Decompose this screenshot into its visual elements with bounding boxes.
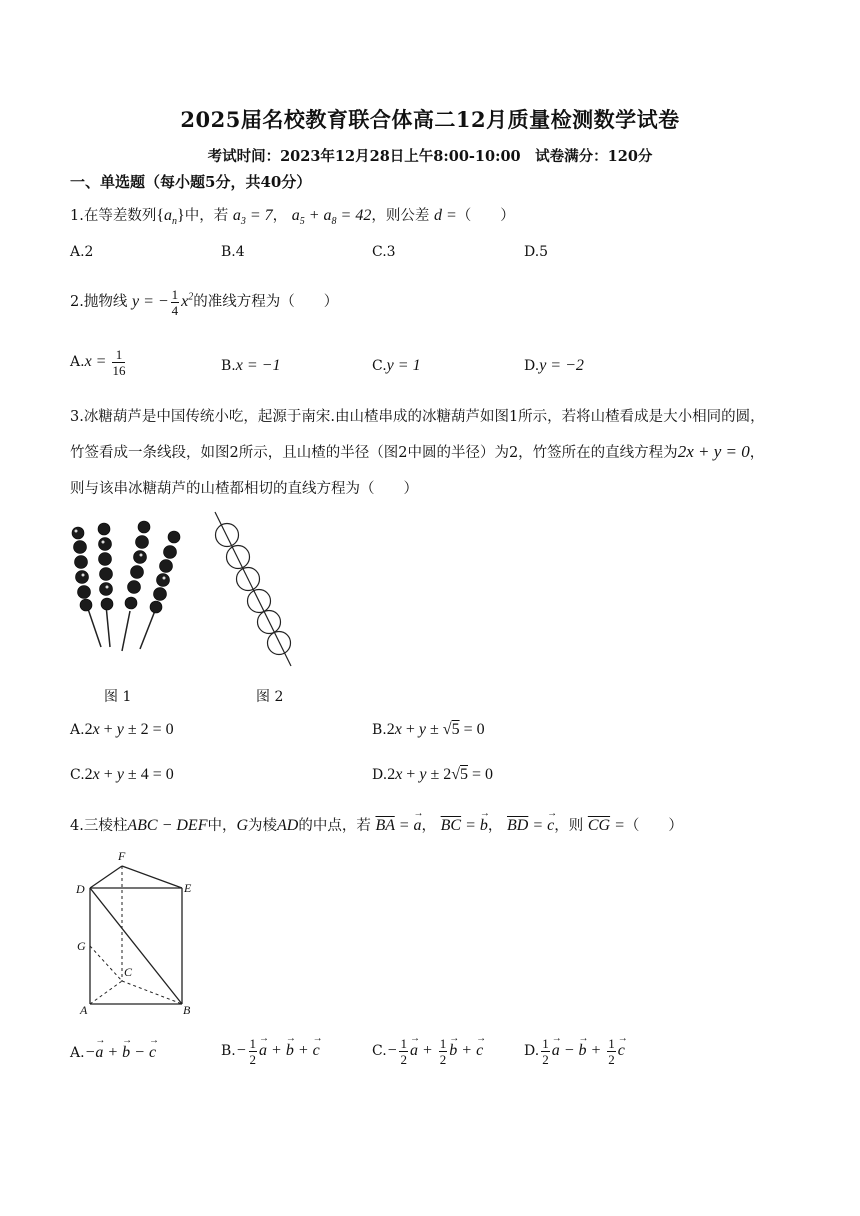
q3-option-a[interactable]: A.2x + y ± 2 = 0 [70, 721, 174, 738]
vertex-a-label: A [80, 1003, 88, 1017]
figure-2-caption: 图 2 [256, 689, 284, 705]
figure-prism [70, 846, 200, 1018]
q2-option-c[interactable]: C.y = 1 [372, 357, 421, 374]
vertex-b-label: B [183, 1003, 191, 1017]
q1-mid: 中，若 [184, 208, 229, 224]
q4-option-b[interactable]: B.− $\frac{1}{2}$ → a + → b + → c [221, 1036, 320, 1067]
question-1: 1.在等差数列$\{a_n\}$中，若 $a_3 = 7$， $a_5 + a_8 = 42$，则公差 d =（ ） [70, 207, 515, 228]
q2-option-b[interactable]: B.x = −1 [221, 357, 281, 374]
q1-option-d[interactable]: D.5 [524, 244, 549, 260]
q2-tail: 的准线方程为（ ） [193, 294, 339, 311]
q1-option-c[interactable]: C.3 [372, 244, 396, 260]
exam-title: 2025届名校教育联合体高二12月质量检测数学试卷 [180, 107, 680, 132]
q2-parabola: y = − $\frac{1}{4}$ $x^2$ [131, 287, 194, 318]
figure-2-circles-on-line [205, 508, 300, 670]
q2-prefix: 2.抛物线 [70, 294, 128, 311]
q3-option-c[interactable]: C.2x + y ± 4 = 0 [70, 766, 174, 783]
q2-option-a[interactable]: A.x = $\frac{1}{16}$ [70, 347, 126, 378]
question-2 [70, 287, 338, 318]
vertex-g-label: G [77, 939, 86, 953]
q3-option-b[interactable]: B.2x + y ± √5 = 0 [372, 721, 485, 738]
q1-tail: （ ） [456, 208, 515, 224]
q4-option-d[interactable]: D. $\frac{1}{2}$ → a − → b + $\frac{1}{2}$ → c [524, 1036, 625, 1067]
vertex-c-label: C [124, 965, 133, 979]
q1-condition-2: $a_5 + a_8 = 42$ [291, 207, 372, 228]
q1-option-a[interactable]: A.2 [70, 244, 94, 260]
q1-condition-1: $a_3 = 7$ [232, 207, 273, 228]
q2-option-d[interactable]: D.y = −2 [524, 357, 584, 374]
exam-subtitle: 考试时间：2023年12月28日上午8:00-10:00 试卷满分：120分 [207, 148, 653, 165]
q4-option-a[interactable]: A.−→ a + → b − → c [70, 1044, 156, 1062]
question-4: 4.三棱柱ABC − DEF中，G为棱AD的中点，若 $\overline{BA}$ = → a， $\overline{BC}$ = → b， $\overline{BD}$ = → c，则 $\overline{CG}$ =（ ） [70, 814, 683, 835]
vertex-f-label: F [118, 849, 126, 863]
section-heading: 一、单选题（每小题5分，共40分） [70, 173, 312, 191]
q1-d: d = [433, 207, 457, 224]
q1-option-b[interactable]: B.4 [221, 244, 245, 260]
q1-sequence: $\{a_n\}$ [156, 207, 185, 228]
vertex-e-label: E [184, 881, 192, 895]
q3-line-3: 则与该串冰糖葫芦的山楂都相切的直线方程为（ ） [70, 481, 418, 497]
figure-1-candied-haws [68, 515, 188, 655]
q3-option-d[interactable]: D.2x + y ± 2√5 = 0 [372, 766, 494, 783]
q4-option-c[interactable]: C.− $\frac{1}{2}$ → a + $\frac{1}{2}$ → b + → c [372, 1036, 483, 1067]
q3-line-1: 3.冰糖葫芦是中国传统小吃，起源于南宋.由山楂串成的冰糖葫芦如图1所示，若将山楂看成是大小相同的圆， [70, 409, 765, 425]
q1-cond: ，则公差 [371, 208, 430, 224]
q1-prefix: 1.在等差数列 [70, 208, 157, 224]
vertex-d-label: D [76, 882, 85, 896]
figure-1-caption: 图 1 [104, 689, 132, 705]
q3-line-2: 竹签看成一条线段，如图2所示，且山楂的半径（图2中圆的半径）为2，竹签所在的直线方程为2x + y = 0， [70, 442, 765, 461]
